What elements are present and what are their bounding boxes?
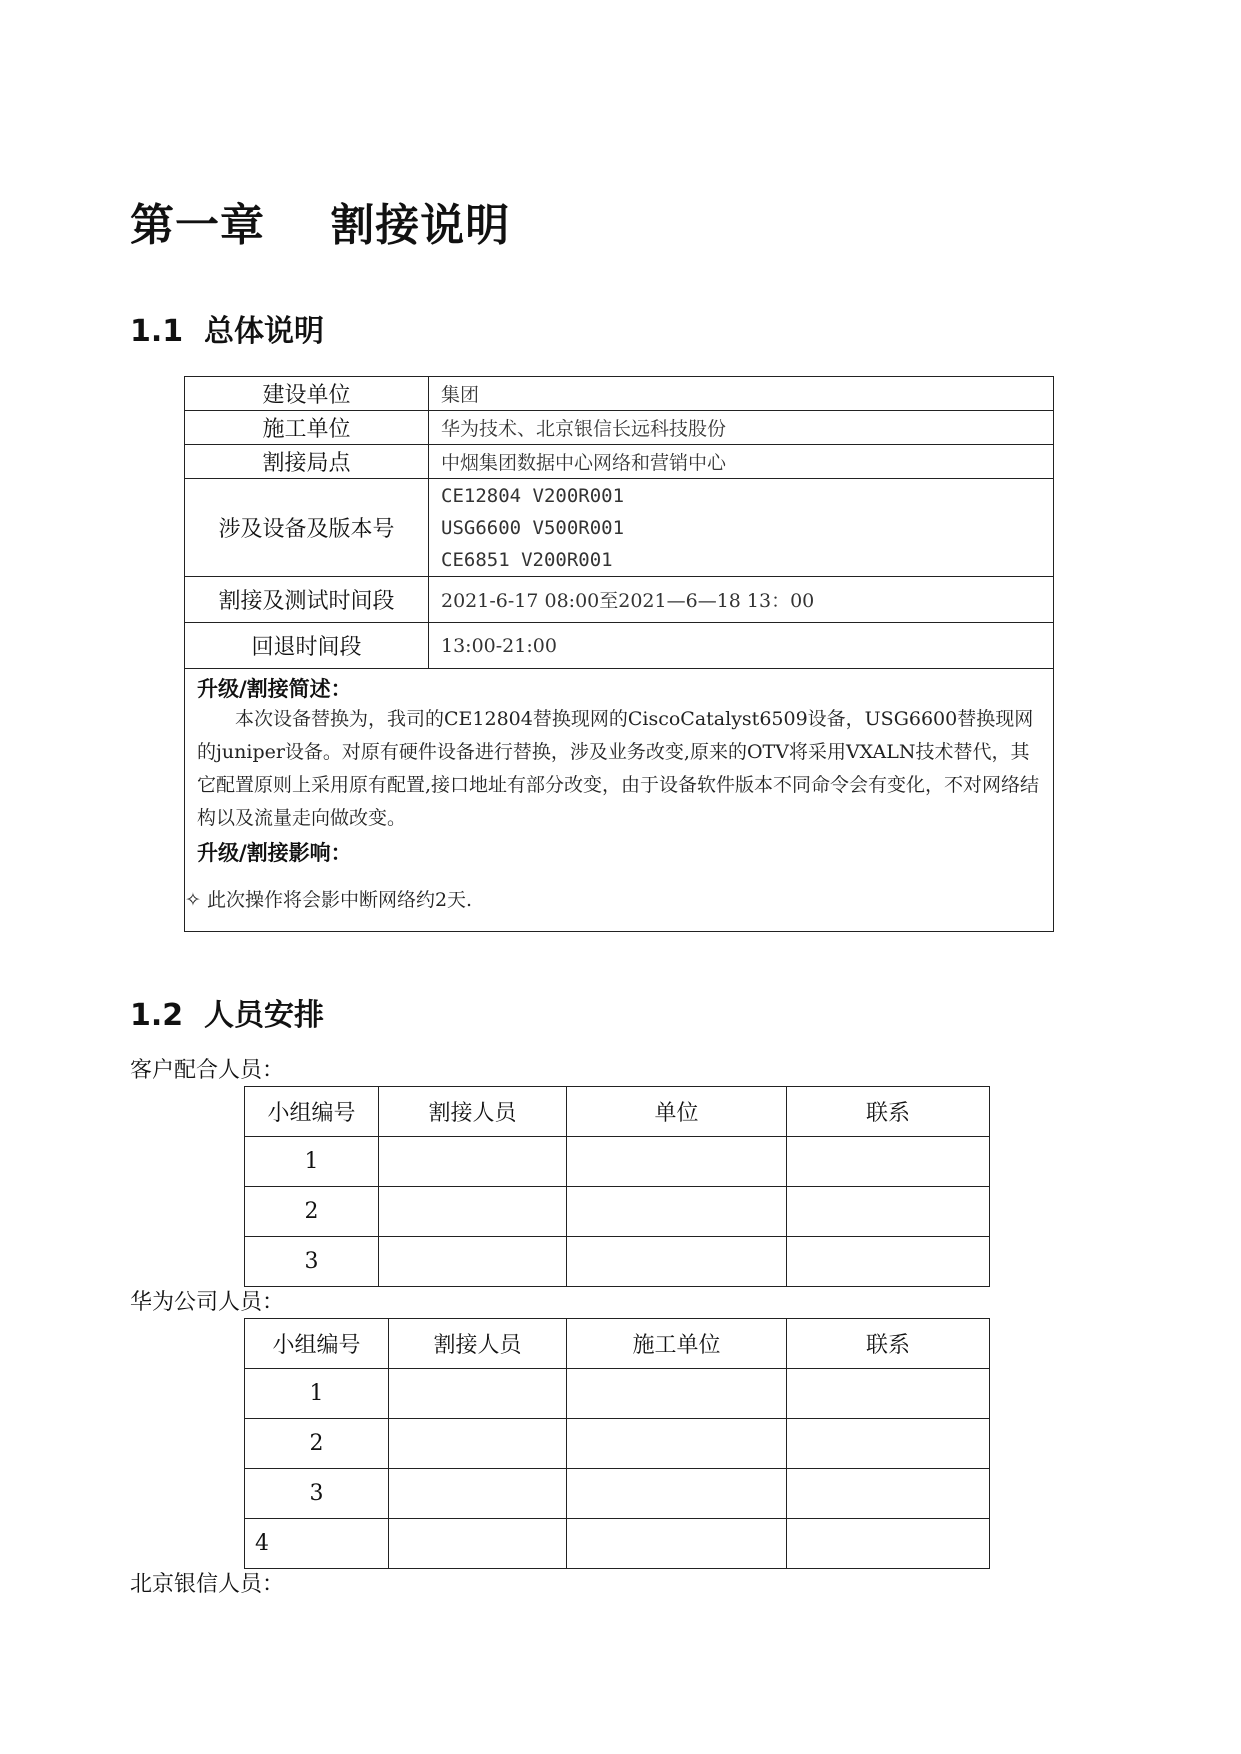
- summary-text: 本次设备替换为，我司的CE12804替换现网的CiscoCatalyst6509设备，USG6600替换现网的juniper设备。对原有硬件设备进行替换，涉及业务改变,原来的OTV将采用VXALN技术替代，其它配置原则上采用原有配置,接口地址有部分改变，由于设备软件版本不同命令会有变化，不对网络结构以及流量走向做改变。: [197, 708, 1040, 829]
- group-number: 4: [245, 1519, 389, 1569]
- huawei-staff-label: 华为公司人员：: [130, 1290, 285, 1315]
- group-number: 3: [245, 1469, 389, 1519]
- column-header: 小组编号: [245, 1087, 379, 1137]
- table-header-row: [245, 1087, 990, 1137]
- device-versions: [429, 479, 1054, 577]
- group-number: 1: [245, 1137, 379, 1187]
- table-row: [245, 1519, 990, 1569]
- group-number: 2: [245, 1419, 389, 1469]
- row-value: 中烟集团数据中心网络和营销中心: [429, 445, 1054, 479]
- table-row: [185, 669, 1054, 932]
- device-version: CE12804 V200R001: [441, 484, 625, 507]
- customer-staff-label: 客户配合人员：: [130, 1058, 285, 1083]
- summary-label: 升级/割接简述：: [197, 677, 352, 701]
- summary-cell: [185, 669, 1054, 932]
- table-row: [185, 377, 1054, 411]
- table-row: [245, 1419, 990, 1469]
- table-row: [185, 577, 1054, 623]
- row-key: 建设单位: [185, 377, 429, 411]
- row-key: 割接及测试时间段: [185, 577, 429, 623]
- customer-staff-table: [244, 1086, 990, 1287]
- table-row: [245, 1187, 990, 1237]
- device-version: USG6600 V500R001: [441, 516, 625, 539]
- impact-label: 升级/割接影响：: [197, 841, 352, 865]
- row-key: 施工单位: [185, 411, 429, 445]
- table-row: [185, 445, 1054, 479]
- row-value: 华为技术、北京银信长远科技股份: [429, 411, 1054, 445]
- table-row: [245, 1469, 990, 1519]
- column-header: 联系: [787, 1087, 990, 1137]
- row-key: 涉及设备及版本号: [185, 479, 429, 577]
- table-row: [245, 1137, 990, 1187]
- section-heading-staff: 1.2 人员安排: [130, 998, 325, 1033]
- huawei-staff-table: [244, 1318, 990, 1569]
- chapter-title: 第一章 割接说明: [130, 200, 511, 251]
- column-header: 割接人员: [389, 1319, 567, 1369]
- row-value: 2021-6-17 08:00至2021—6—18 13：00: [429, 577, 1054, 623]
- row-value: 13:00-21:00: [429, 623, 1054, 669]
- table-row: [185, 411, 1054, 445]
- row-key: 回退时间段: [185, 623, 429, 669]
- overview-table: [184, 376, 1054, 932]
- table-row: [245, 1369, 990, 1419]
- impact-bullet: ✧ 此次操作将会影中断网络约2天.: [185, 889, 473, 911]
- table-header-row: [245, 1319, 990, 1369]
- row-key: 割接局点: [185, 445, 429, 479]
- group-number: 2: [245, 1187, 379, 1237]
- group-number: 1: [245, 1369, 389, 1419]
- column-header: 联系: [787, 1319, 990, 1369]
- column-header: 小组编号: [245, 1319, 389, 1369]
- device-version: CE6851 V200R001: [441, 548, 613, 571]
- column-header: 割接人员: [379, 1087, 567, 1137]
- column-header: 施工单位: [567, 1319, 787, 1369]
- table-row: [185, 623, 1054, 669]
- bj-staff-label: 北京银信人员：: [130, 1572, 285, 1597]
- table-row: [185, 479, 1054, 577]
- section-heading-overview: 1.1 总体说明: [130, 314, 325, 349]
- column-header: 单位: [567, 1087, 787, 1137]
- group-number: 3: [245, 1237, 379, 1287]
- table-row: [245, 1237, 990, 1287]
- row-value: 集团: [429, 377, 1054, 411]
